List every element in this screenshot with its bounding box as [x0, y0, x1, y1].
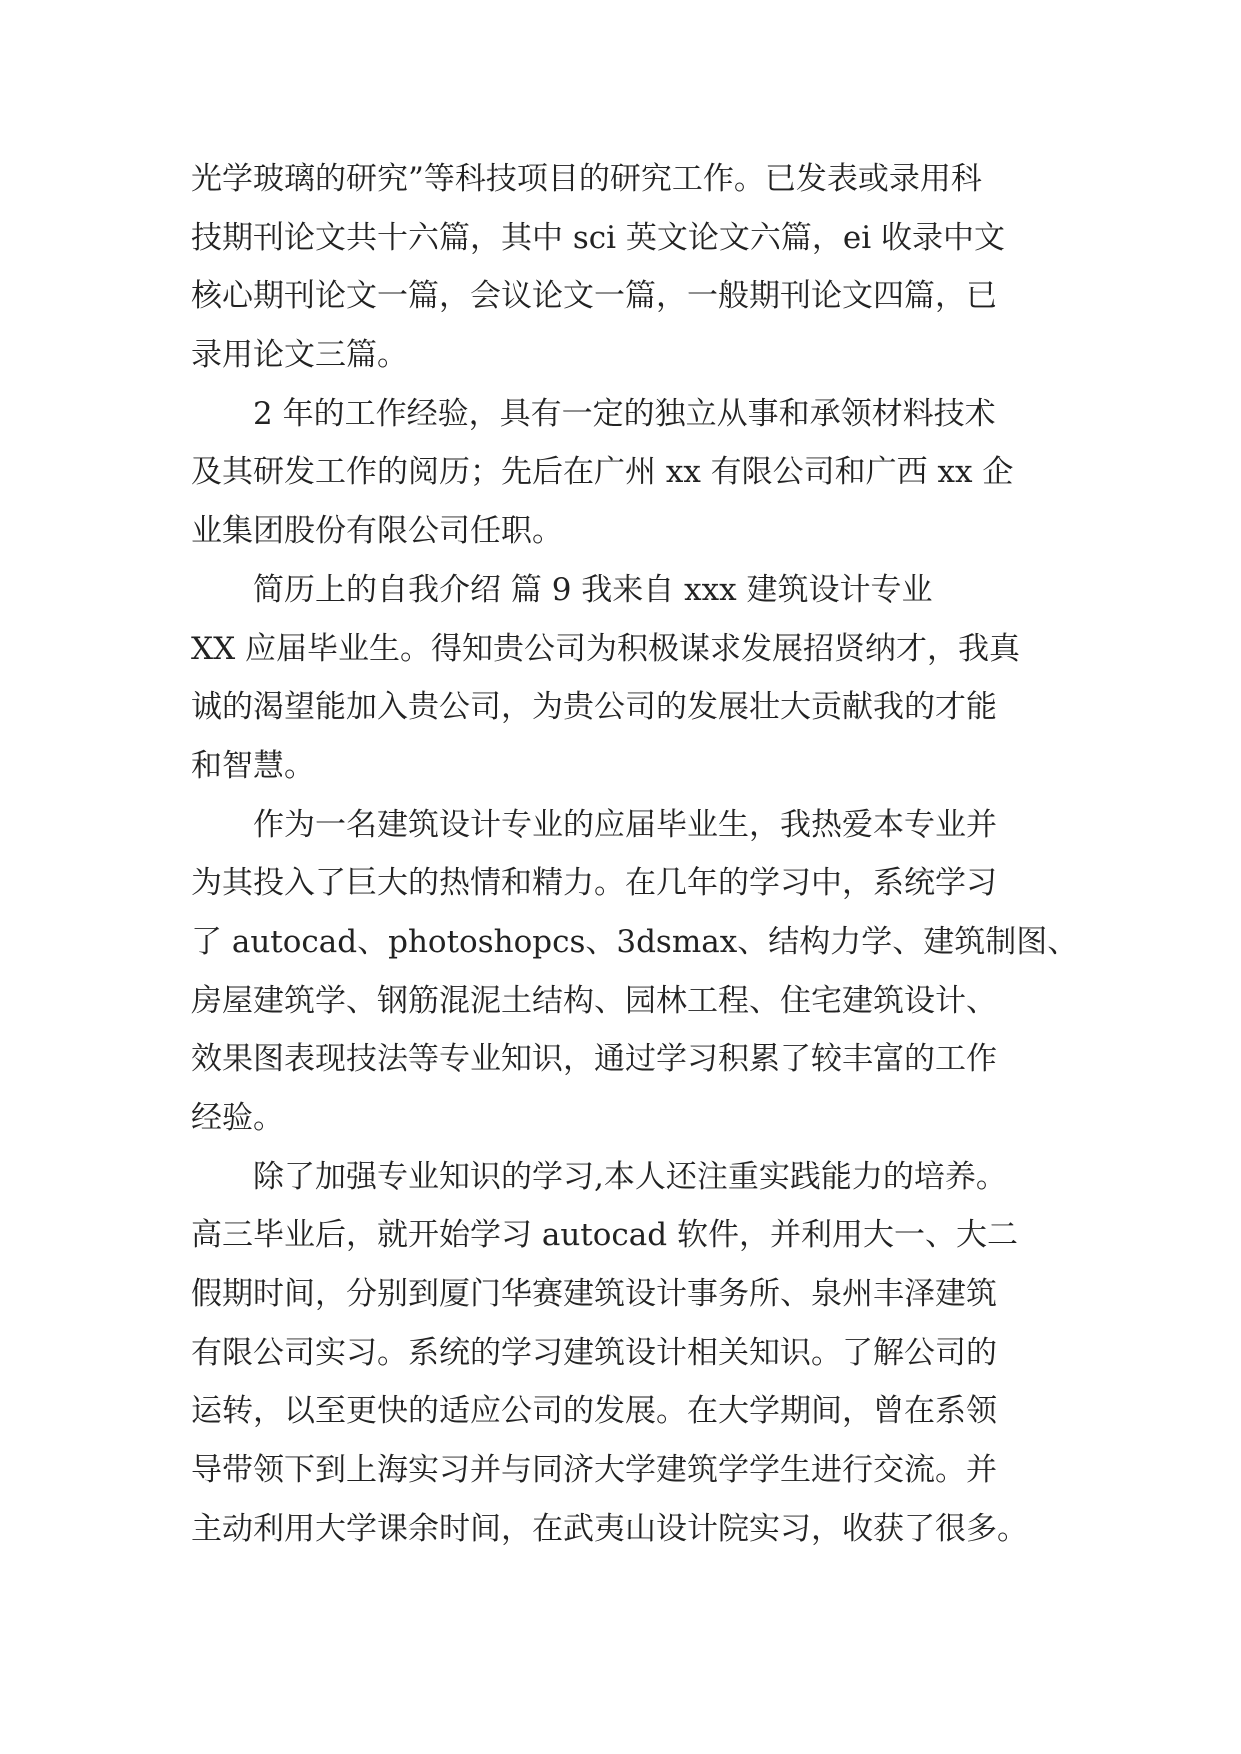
paragraph	[191, 150, 1071, 385]
text-line: 光学玻璃的研究”等科技项目的研究工作。已发表或录用科	[191, 161, 982, 197]
text-line: 经验。	[191, 1100, 284, 1136]
paragraph	[191, 796, 1079, 1148]
text-line: 核心期刊论文一篇，会议论文一篇，一般期刊论文四篇，已	[191, 278, 997, 315]
text-line: 运转，以至更快的适应公司的发展。在大学期间，曾在系领	[191, 1393, 997, 1430]
text-line: 了 autocad、photoshopcs、3dsmax、结构力学、建筑制图、	[191, 923, 1079, 960]
text-line: 2 年的工作经验，具有一定的独立从事和承领材料技术	[253, 395, 996, 432]
text-line: 业集团股份有限公司任职。	[191, 513, 563, 550]
text-line: 导带领下到上海实习并与同济大学建筑学学生进行交流。并	[191, 1452, 997, 1489]
text-line: 诚的渴望能加入贵公司，为贵公司的发展壮大贡献我的才能	[191, 689, 997, 726]
paragraph	[191, 1148, 1071, 1559]
text-line: 效果图表现技法等专业知识，通过学习积累了较丰富的工作	[191, 1041, 997, 1078]
text-line: 主动利用大学课余时间，在武夷山设计院实习，收获了很多。	[191, 1510, 1028, 1547]
text-line: 录用论文三篇。	[191, 337, 408, 374]
text-line: 作为一名建筑设计专业的应届毕业生，我热爱本专业并	[253, 806, 997, 843]
text-line: 假期时间，分别到厦门华赛建筑设计事务所、泉州丰泽建筑	[191, 1276, 997, 1313]
text-line: 技期刊论文共十六篇，其中 sci 英文论文六篇，ei 收录中文	[191, 219, 1006, 256]
paragraph	[191, 385, 1071, 561]
text-line: 和智慧。	[191, 747, 315, 784]
text-line: 房屋建筑学、钢筋混泥土结构、园林工程、住宅建筑设计、	[191, 982, 997, 1019]
text-line: XX 应届毕业生。得知贵公司为积极谋求发展招贤纳才，我真	[191, 630, 1020, 667]
text-line: 除了加强专业知识的学习,本人还注重实践能力的培养。	[253, 1158, 1007, 1195]
paragraph	[191, 561, 1071, 796]
document-body	[191, 150, 1079, 1559]
text-line: 有限公司实习。系统的学习建筑设计相关知识。了解公司的	[191, 1334, 997, 1371]
text-line: 为其投入了巨大的热情和精力。在几年的学习中，系统学习	[191, 865, 997, 902]
text-line: 高三毕业后，就开始学习 autocad 软件，并利用大一、大二	[191, 1217, 1018, 1254]
text-line: 及其研发工作的阅历；先后在广州 xx 有限公司和广西 xx 企	[191, 454, 1014, 491]
text-line: 简历上的自我介绍 篇 9 我来自 xxx 建筑设计专业	[253, 571, 933, 608]
